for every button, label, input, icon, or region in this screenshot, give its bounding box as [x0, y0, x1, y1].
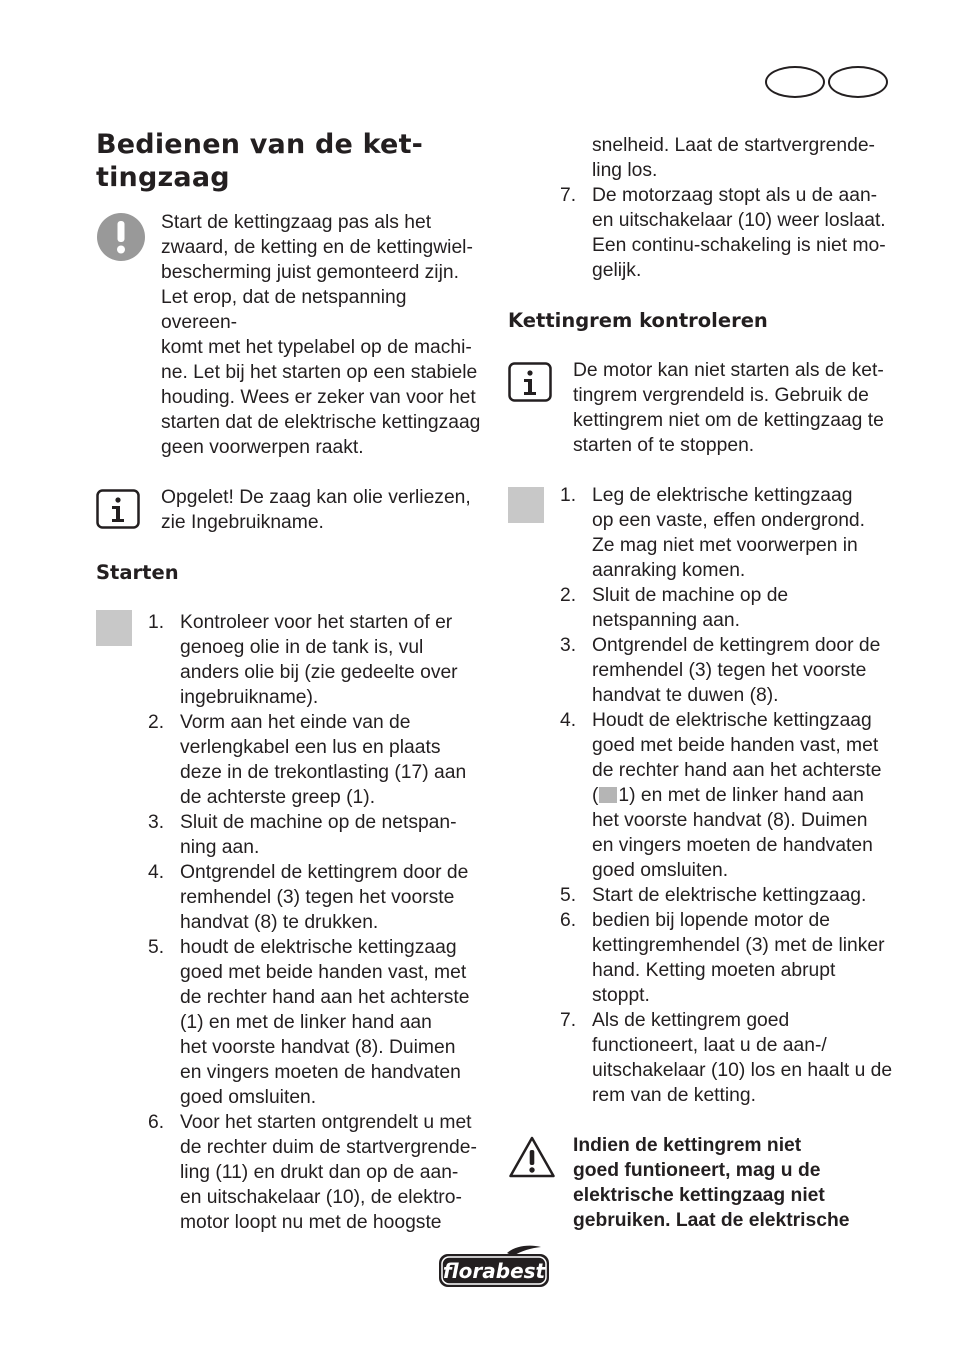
list-item: [508, 908, 903, 1008]
list-item-number: 4.: [560, 710, 577, 731]
list-item-number: 1.: [560, 485, 577, 506]
info-line: starten of te stoppen.: [573, 435, 755, 456]
list-item-number: 5.: [560, 885, 577, 906]
list-item-line: (1) en met de linker hand aan: [180, 1012, 432, 1033]
list-item-line: en uitschakelaar (10), de elektro-: [180, 1187, 462, 1208]
info-line: zie Ingebruikname.: [161, 512, 324, 533]
list-item-line: snelheid. Laat de startvergrende-: [592, 135, 875, 156]
list-item: [96, 810, 486, 860]
list-item-line: Start de elektrische kettingzaag.: [592, 885, 867, 906]
caution-line: elektrische kettingzaag niet: [573, 1185, 825, 1206]
list-item-line: remhendel (3) tegen het voorste: [180, 887, 455, 908]
list-item-line: goed omsluiten.: [180, 1087, 317, 1108]
info-line: kettingrem niet om de kettingzaag te: [573, 410, 884, 431]
page-title-line: tingzaag: [96, 162, 230, 193]
list-item-line: Sluit de machine op de: [592, 585, 789, 606]
list-item-line: netspanning aan.: [592, 610, 740, 631]
list-item-line: de rechter hand aan het achterste: [180, 987, 470, 1008]
list-item-line: kettingremhendel (3) met de linker: [592, 935, 885, 956]
info-line: De motor kan niet starten als de ket-: [573, 360, 884, 381]
list-item-line: het voorste handvat (8). Duimen: [592, 810, 868, 831]
warning-line: ne. Let bij het starten op een stabiele: [161, 362, 478, 383]
list-item: [508, 483, 903, 583]
list-item-line: Sluit de machine op de netspan-: [180, 812, 457, 833]
list-item-line: Ze mag niet met voorwerpen in: [592, 535, 858, 556]
logo-text: florabest: [442, 1259, 546, 1283]
info-text: [573, 358, 903, 458]
list-item-line: en vingers moeten de handvaten: [180, 1062, 461, 1083]
list-item-line: deze in de trekontlasting (17) aan: [180, 762, 467, 783]
list-item-line: gelijk.: [592, 260, 642, 281]
list-item-line: genoeg olie in de tank is, vul: [180, 637, 424, 658]
list-item-line: de rechter duim de startvergrende-: [180, 1137, 477, 1158]
florabest-logo: [437, 1244, 551, 1290]
inline-text: (: [592, 785, 599, 806]
list-item-line: handvat te duwen (8).: [592, 685, 779, 706]
caution-line: gebruiken. Laat de elektrische: [573, 1210, 850, 1231]
list-item: [508, 583, 903, 633]
list-item-number: 3.: [560, 635, 577, 656]
list-item-line: Een continu-schakeling is niet mo-: [592, 235, 886, 256]
list-item: [508, 633, 903, 708]
page-title: [96, 128, 486, 194]
list-item-line: uitschakelaar (10) los en haalt u de: [592, 1060, 893, 1081]
warning-line: bescherming juist gemonteerd zijn.: [161, 262, 459, 283]
list-item-line: Ontgrendel de kettingrem door de: [592, 635, 881, 656]
caution-note: [508, 1133, 903, 1233]
info-note: [96, 485, 486, 535]
list-item-line: op een vaste, effen ondergrond.: [592, 510, 866, 531]
list-item-line: handvat (8) te drukken.: [180, 912, 379, 933]
left-column: [96, 128, 486, 1235]
list-item-line: functioneert, laat u de aan-/: [592, 1035, 827, 1056]
list-item-number: 7.: [560, 185, 577, 206]
list-item: [96, 610, 486, 710]
list-item: [96, 710, 486, 810]
list-item-line: remhendel (3) tegen het voorste: [592, 660, 867, 681]
list-item-number: 4.: [148, 862, 165, 883]
list-item-number: 1.: [148, 612, 165, 633]
list-item: [508, 883, 903, 908]
starten-list: [96, 610, 486, 1235]
list-item-line: goed met beide handen vast, met: [592, 735, 879, 756]
list-item-line: Kontroleer voor het starten of er: [180, 612, 453, 633]
inline-image-placeholder: [599, 787, 617, 803]
info-text: [161, 485, 486, 535]
caution-text: [573, 1133, 903, 1233]
list-item-line: Houdt de elektrische kettingzaag: [592, 710, 872, 731]
list-item-number: 3.: [148, 812, 165, 833]
list-item-line: ling (11) en drukt dan op de aan-: [180, 1162, 459, 1183]
list-item-number: 2.: [560, 585, 577, 606]
list-item-line: Ontgrendel de kettingrem door de: [180, 862, 469, 883]
list-item: [508, 708, 903, 883]
warning-line: Let erop, dat de netspanning overeen-: [161, 287, 407, 333]
caution-line: Indien de kettingrem niet: [573, 1135, 802, 1156]
list-item-line: aanraking komen.: [592, 560, 746, 581]
list-item-number: 6.: [560, 910, 577, 931]
list-item-line: motor loopt nu met de hoogste: [180, 1212, 442, 1233]
language-oval-right: [828, 66, 888, 98]
list-item-line: houdt de elektrische kettingzaag: [180, 937, 457, 958]
list-item-line: goed met beide handen vast, met: [180, 962, 467, 983]
list-item-line: goed omsluiten.: [592, 860, 729, 881]
list-item-line: anders olie bij (zie gedeelte over: [180, 662, 458, 683]
list-item: [96, 935, 486, 1110]
list-item-number: 5.: [148, 937, 165, 958]
list-item-line: en vingers moeten de handvaten: [592, 835, 873, 856]
list-item-number: 2.: [148, 712, 165, 733]
list-item-line: De motorzaag stopt als u de aan-: [592, 185, 878, 206]
list-item-continued: [508, 133, 903, 183]
inline-text: 1) en met de linker hand aan: [618, 785, 864, 806]
warning-line: Start de kettingzaag pas als het: [161, 212, 432, 233]
info-line: tingrem vergrendeld is. Gebruik de: [573, 385, 869, 406]
warning-line: starten dat de elektrische kettingzaag: [161, 412, 481, 433]
list-item-line: Leg de elektrische kettingzaag: [592, 485, 853, 506]
list-item-line: [592, 783, 903, 808]
list-item-line: ingebruikname).: [180, 687, 319, 708]
caution-line: goed funtioneert, mag u de: [573, 1160, 821, 1181]
list-item-line: hand. Ketting moeten abrupt: [592, 960, 836, 981]
info-icon: [96, 489, 140, 529]
warning-line: geen voorwerpen raakt.: [161, 437, 364, 458]
exclamation-icon: [96, 212, 146, 262]
list-item: [508, 1008, 903, 1108]
list-item-line: Vorm aan het einde van de: [180, 712, 411, 733]
list-item-line: en uitschakelaar (10) weer loslaat.: [592, 210, 886, 231]
info-note: [508, 358, 903, 458]
list-item-line: stoppt.: [592, 985, 650, 1006]
starten-list-continued: [508, 133, 903, 283]
warning-line: komt met het typelabel op de machi-: [161, 337, 472, 358]
kettingrem-list: [508, 483, 903, 1108]
list-item-line: Als de kettingrem goed: [592, 1010, 790, 1031]
list-item-line: de achterste greep (1).: [180, 787, 376, 808]
list-item-number: 6.: [148, 1112, 165, 1133]
list-item-line: Voor het starten ontgrendelt u met: [180, 1112, 472, 1133]
list-item-line: ning aan.: [180, 837, 260, 858]
page-title-line: Bedienen van de ket-: [96, 129, 424, 160]
list-item: [508, 183, 903, 283]
warning-triangle-icon: [508, 1135, 556, 1179]
list-item-line: verlengkabel een lus en plaats: [180, 737, 441, 758]
warning-note: [96, 210, 486, 460]
list-item-line: het voorste handvat (8). Duimen: [180, 1037, 456, 1058]
warning-text: [161, 210, 486, 460]
list-item: [96, 860, 486, 935]
language-oval-left: [765, 66, 825, 98]
info-icon: [508, 362, 552, 402]
list-item-line: bedien bij lopende motor de: [592, 910, 830, 931]
section-heading-starten: Starten: [96, 561, 179, 584]
list-item-line: rem van de ketting.: [592, 1085, 756, 1106]
list-item-number: 7.: [560, 1010, 577, 1031]
list-item-line: ling los.: [592, 160, 658, 181]
section-heading-kettingrem: Kettingrem kontroleren: [508, 309, 768, 332]
info-line: Opgelet! De zaag kan olie verliezen,: [161, 487, 471, 508]
right-column: [508, 133, 903, 1233]
warning-line: houding. Wees er zeker van voor het: [161, 387, 476, 408]
warning-line: zwaard, de ketting en de kettingwiel-: [161, 237, 473, 258]
list-item-line: de rechter hand aan het achterste: [592, 760, 882, 781]
list-item: [96, 1110, 486, 1235]
